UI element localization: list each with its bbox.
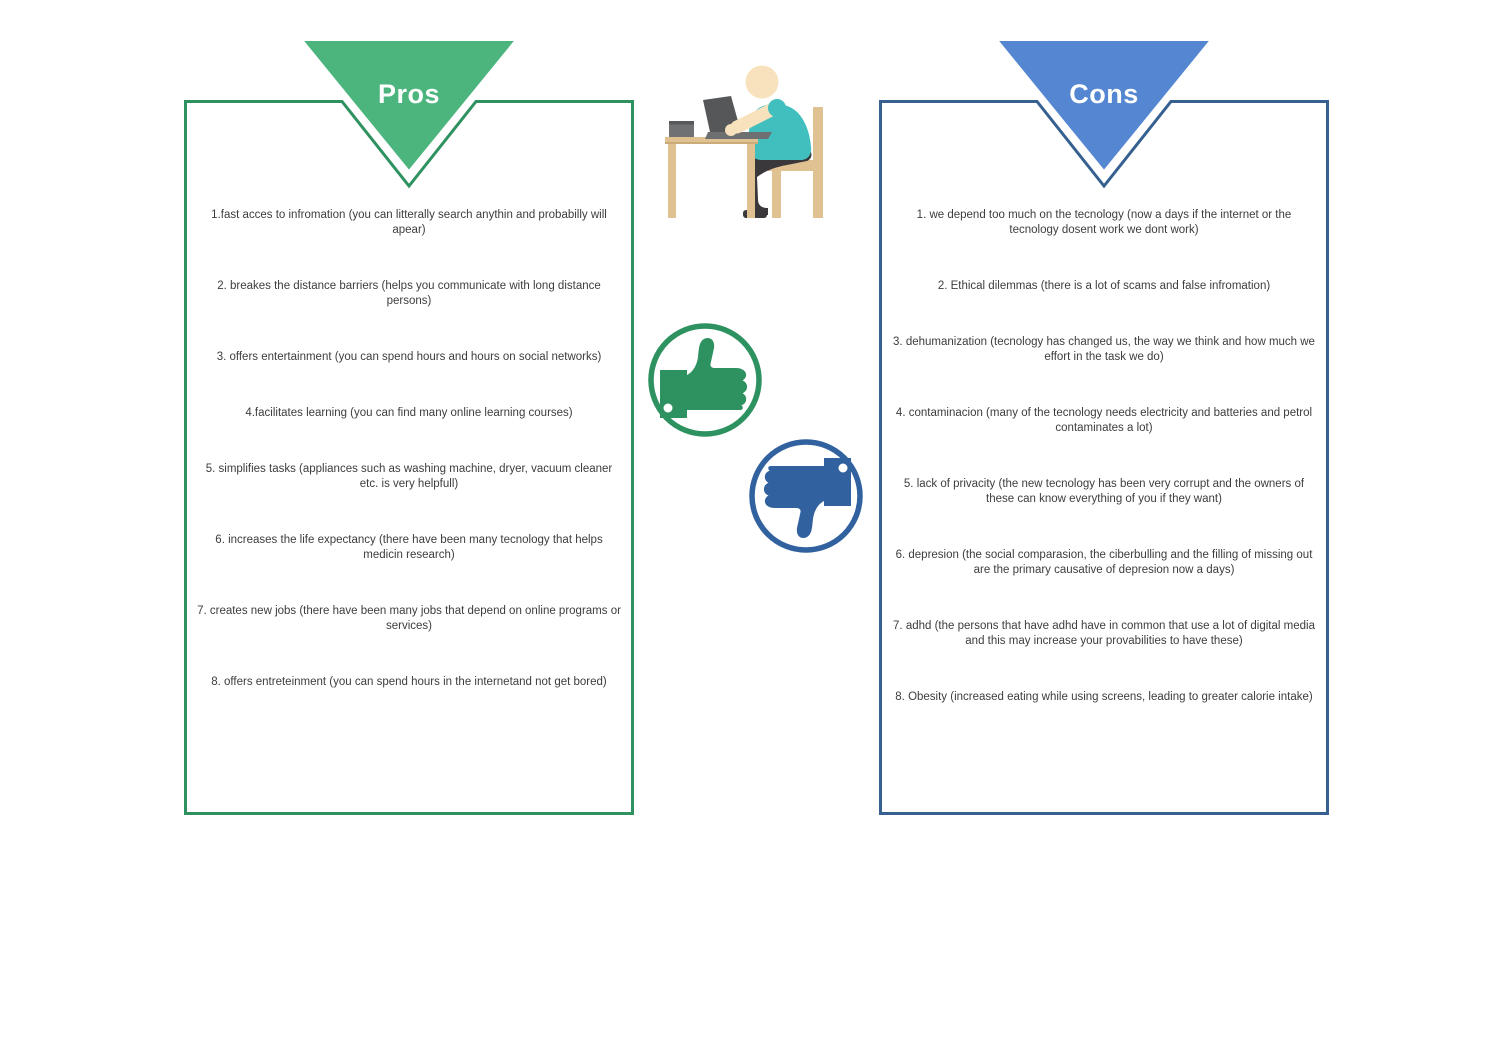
pros-title: Pros: [377, 79, 441, 109]
person-sleeve: [768, 99, 786, 117]
pros-item-4: 4.facilitates learning (you can find many online learning courses): [245, 407, 573, 419]
cons-item-3: 3. dehumanization (tecnology has changed us, the way we think and how much we effort in the task we do): [893, 336, 1315, 363]
cons-item-8: 8. Obesity (increased eating while using screens, leading to greater calorie intake): [895, 691, 1313, 703]
person-at-computer-illustration: [655, 55, 830, 220]
pros-item-1: 1.fast acces to infromation (you can litterally search anythin and probabilly will apear): [211, 209, 607, 236]
cons-item-5: 5. lack of privacity (the new tecnology has been very corrupt and the owners of these can know everything of you if they want): [903, 478, 1305, 505]
pros-items-list: [197, 208, 621, 690]
cons-item-7: 7. adhd (the persons that have adhd have in common that use a lot of digital media and this may increase your provabilities to have these): [893, 620, 1315, 647]
cons-item-6: 6. depresion (the social comparasion, the ciberbulling and the filling of missing out are the primary causative of depresion now a days): [895, 549, 1313, 576]
person-head: [746, 66, 779, 99]
desk-box: [669, 121, 694, 137]
pros-item-5: 5. simplifies tasks (appliances such as washing machine, dryer, vacuum cleaner etc. is very helpfull): [205, 463, 613, 490]
pros-panel: [184, 38, 634, 815]
pros-item-8: 8. offers entreteinment (you can spend hours in the internetand not get bored): [211, 676, 607, 688]
cons-panel: [879, 38, 1329, 815]
cons-item-2: 2. Ethical dilemmas (there is a lot of scams and false infromation): [937, 280, 1271, 292]
cons-item-1: 1. we depend too much on the tecnology (now a days if the internet or the tecnology dosent work we dont work): [916, 209, 1292, 236]
thumbs-down-icon: [741, 431, 871, 561]
pros-item-2: 2. breakes the distance barriers (helps you communicate with long distance persons): [217, 280, 601, 307]
desk: [665, 137, 758, 218]
pros-item-6: 6. increases the life expectancy (there have been many tecnology that helps medicin research): [215, 534, 603, 561]
cons-item-4: 4. contaminacion (many of the tecnology needs electricity and batteries and petrol contaminates a lot): [895, 407, 1313, 434]
cons-title: Cons: [1069, 79, 1139, 109]
person-hand: [725, 124, 737, 136]
cons-items-list: [892, 208, 1316, 705]
thumbs-up-icon: [640, 315, 770, 445]
pros-item-3: 3. offers entertainment (you can spend hours and hours on social networks): [216, 351, 602, 363]
pros-item-7: 7. creates new jobs (there have been many jobs that depend on online programs or services): [197, 605, 621, 632]
